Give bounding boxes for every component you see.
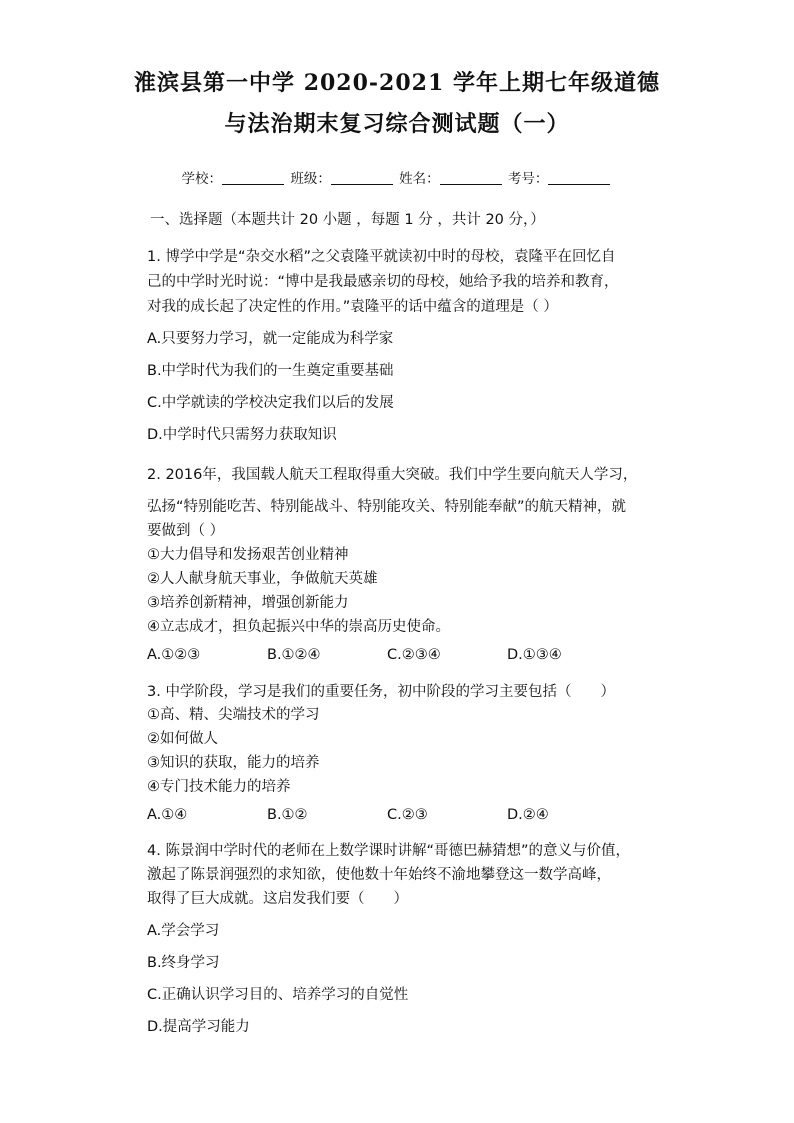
q4-option-b: B.终身学习 [147, 955, 220, 971]
q4-option-c: C.正确认识学习目的、培养学习的自觉性 [147, 987, 409, 1003]
q3-option-b: B.①② [267, 807, 308, 823]
q3-item-2: ②如何做人 [147, 731, 218, 747]
q2-options-row [147, 647, 627, 663]
q2-stem-line-2: 弘扬“特别能吃苦、特别能战斗、特别能攻关、特别能奉献”的航天精神，就 [147, 499, 627, 515]
name-blank [440, 172, 502, 185]
q1-option-b: B.中学时代为我们的一生奠定重要基础 [147, 363, 394, 379]
q4-stem-line-2: 激起了陈景润强烈的求知欲，使他数十年始终不渝地攀登这一数学高峰， [147, 867, 611, 883]
q2-item-2: ②人人献身航天事业，争做航天英雄 [147, 571, 378, 587]
q2-option-b: B.①②④ [267, 647, 321, 663]
q1-option-a: A.只要努力学习，就一定能成为科学家 [147, 331, 394, 347]
q2-option-c: C.②③④ [387, 647, 441, 663]
exam-title-line-1: 淮滨县第一中学 2020-2021 学年上期七年级道德 [134, 70, 660, 96]
exam-title-line-2: 与法治期末复习综合测试题（一） [224, 111, 570, 137]
class-label: 班级： [290, 171, 331, 187]
q2-stem-line-3: 要做到（ ） [147, 523, 225, 539]
q1-option-c: C.中学就读的学校决定我们以后的发展 [147, 395, 394, 411]
class-blank [331, 172, 393, 185]
q3-item-1: ①高、精、尖端技术的学习 [147, 707, 320, 723]
q2-stem-line-1: 2. 2016年，我国载人航天工程取得重大突破。我们中学生要向航天人学习， [147, 467, 638, 483]
q3-option-a: A.①④ [147, 807, 188, 823]
q4-option-a: A.学会学习 [147, 923, 220, 939]
q3-option-d: D.②④ [507, 807, 549, 823]
q1-stem-line-1: 1. 博学中学是“杂交水稻”之父袁隆平就读初中时的母校，袁隆平在回忆自 [147, 249, 616, 265]
q3-options-row [147, 807, 627, 823]
name-label: 姓名： [399, 171, 440, 187]
q4-stem-line-3: 取得了巨大成就。这启发我们要（ ） [147, 891, 408, 907]
exam-number-label: 考号： [507, 171, 549, 187]
school-label: 学校： [181, 171, 223, 187]
q2-option-d: D.①③④ [507, 647, 562, 663]
school-blank [222, 172, 284, 185]
q2-item-4: ④立志成才，担负起振兴中华的崇高历史使命。 [147, 619, 450, 635]
q2-item-1: ①大力倡导和发扬艰苦创业精神 [147, 547, 349, 563]
q1-stem-line-2: 己的中学时光时说：“博中是我最感亲切的母校，她给予我的培养和教育， [147, 274, 619, 290]
q3-item-4: ④专门技术能力的培养 [147, 779, 291, 795]
q1-option-d: D.中学时代只需努力获取知识 [147, 427, 337, 443]
exam-number-blank [548, 172, 610, 185]
q4-stem-line-1: 4. 陈景润中学时代的老师在上数学课时讲解“哥德巴赫猜想”的意义与价值， [147, 843, 630, 859]
q2-item-3: ③培养创新精神，增强创新能力 [147, 595, 349, 611]
q2-option-a: A.①②③ [147, 647, 201, 663]
student-info-row [0, 167, 794, 187]
q1-stem-line-3: 对我的成长起了决定性的作用。”袁隆平的话中蕴含的道理是（ ） [147, 299, 558, 315]
q3-option-c: C.②③ [387, 807, 428, 823]
q3-stem-line-1: 3. 中学阶段，学习是我们的重要任务，初中阶段的学习主要包括（ ） [147, 684, 615, 700]
section-heading: 一、选择题（本题共计 20 小题 ，每题 1 分 ，共计 20 分，） [150, 212, 545, 228]
q4-option-d: D.提高学习能力 [147, 1019, 250, 1035]
q3-item-3: ③知识的获取，能力的培养 [147, 755, 320, 771]
